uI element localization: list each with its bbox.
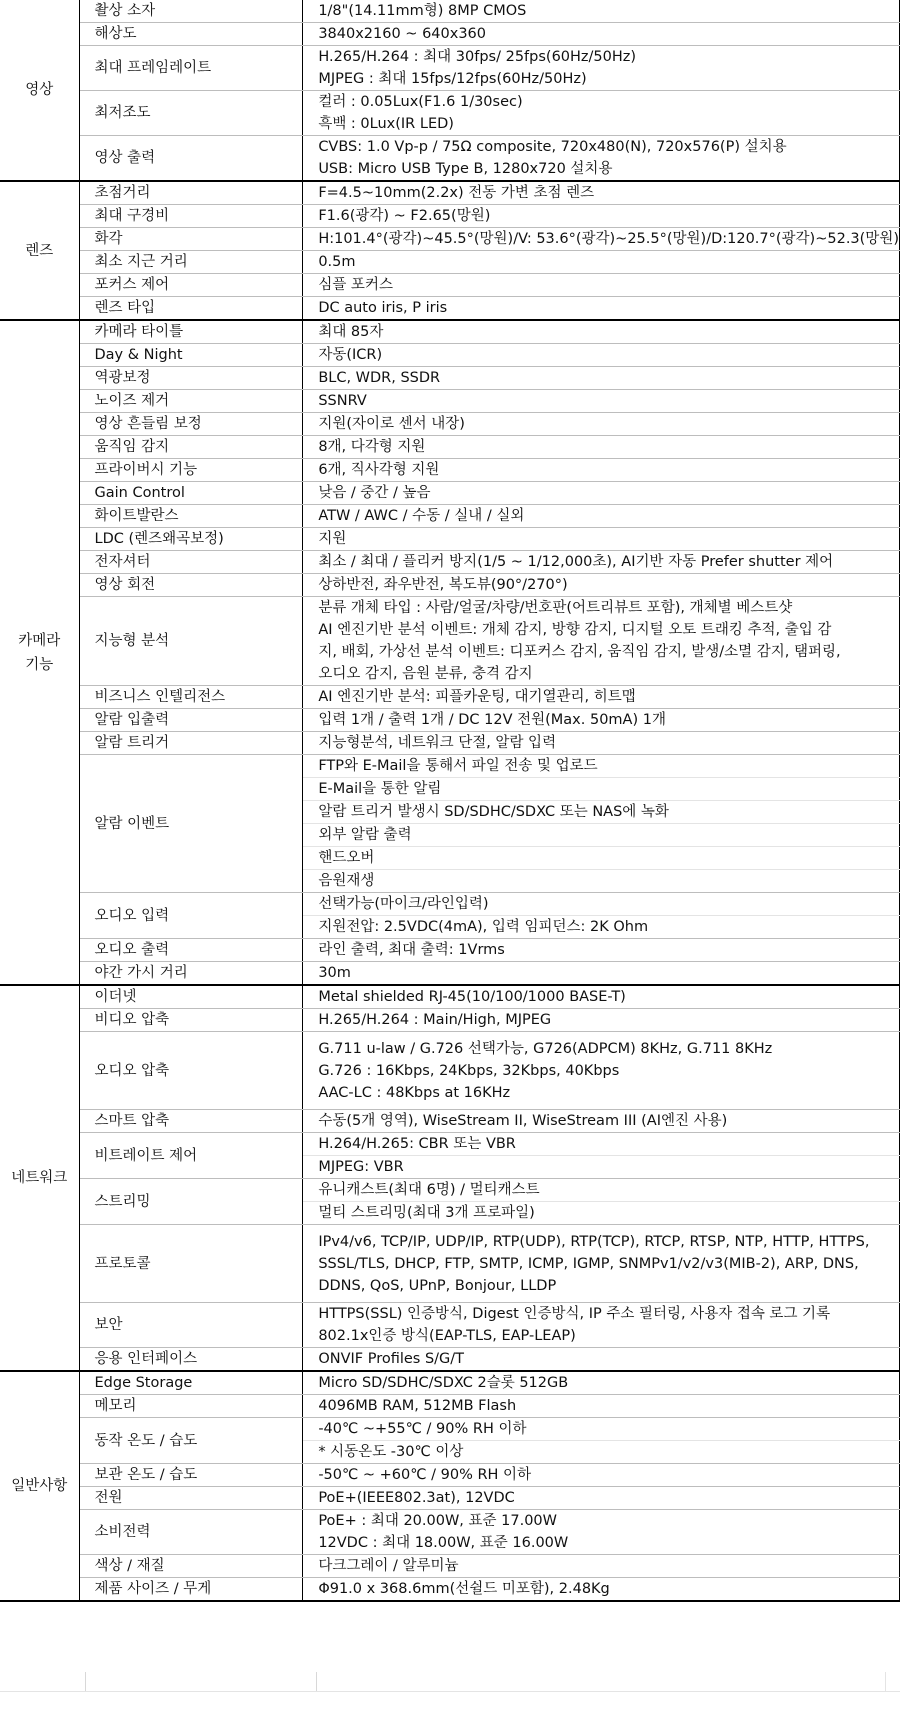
spec-value-line: Metal shielded RJ-45(10/100/1000 BASE-T) — [318, 989, 626, 1005]
spec-value-line: 심플 포커스 — [318, 277, 393, 293]
spec-row — [0, 1395, 900, 1418]
spec-value — [303, 297, 900, 321]
spec-row — [0, 459, 900, 482]
spec-value-line: 지원 — [318, 531, 347, 547]
spec-value: 지원전압: 2.5VDC(4mA), 입력 임피던스: 2K Ohm — [303, 916, 900, 939]
spec-value-line: 30m — [318, 965, 351, 981]
spec-label: 최대 프레임레이트 — [79, 46, 303, 91]
section-category — [0, 0, 79, 181]
spec-label: 오디오 출력 — [79, 939, 303, 962]
spec-label: 응용 인터페이스 — [79, 1348, 303, 1372]
spec-value-line: 오디오 감지, 음원 분류, 충격 감지 — [318, 666, 533, 682]
spec-row — [0, 413, 900, 436]
spec-value-line: ONVIF Profiles S/G/T — [318, 1351, 465, 1367]
spec-value: MJPEG: VBR — [303, 1156, 900, 1179]
spec-value-line: Micro SD/SDHC/SDXC 2슬롯 512GB — [318, 1375, 569, 1391]
spec-row — [0, 482, 900, 505]
spec-value-line: 낮음 / 중간 / 높음 — [318, 485, 431, 501]
spec-value: FTP와 E-Mail을 통해서 파일 전송 및 업로드 — [303, 755, 900, 778]
spec-value — [303, 1032, 900, 1110]
spec-value — [303, 1225, 900, 1303]
spec-value-line: H:101.4°(광각)~45.5°(망원)/V: 53.6°(광각)~25.5°(망원)/D:120.7°(광각)~52.3(망원) — [318, 231, 899, 247]
spec-row — [0, 709, 900, 732]
spec-value — [303, 574, 900, 597]
spec-value-line: 최대 85자 — [318, 324, 384, 340]
spec-value — [303, 505, 900, 528]
spec-row — [0, 91, 900, 136]
spec-row — [0, 367, 900, 390]
spec-value: 멀티 스트리밍(최대 3개 프로파일) — [303, 1202, 900, 1225]
spec-value — [303, 1009, 900, 1032]
spec-label: LDC (렌즈왜곡보정) — [79, 528, 303, 551]
spec-row — [0, 251, 900, 274]
spec-value — [303, 686, 900, 709]
spec-value — [303, 985, 900, 1009]
section-category-label: 네트워크 — [11, 1170, 68, 1186]
spec-value-line: AI 엔진기반 분석: 피플카운팅, 대기열관리, 히트맵 — [318, 689, 636, 705]
spec-value — [303, 709, 900, 732]
spec-value — [303, 390, 900, 413]
spec-label: 해상도 — [79, 23, 303, 46]
spec-label: 화각 — [79, 228, 303, 251]
section-category-label: 카메라 — [18, 632, 61, 649]
spec-value-line: H.265/H.264 : Main/High, MJPEG — [318, 1012, 552, 1028]
spec-value — [303, 413, 900, 436]
spec-value — [303, 136, 900, 182]
spec-value-line: 다크그레이 / 알루미늄 — [318, 1558, 459, 1574]
spec-row — [0, 344, 900, 367]
spec-value-line: 802.1x인증 방식(EAP-TLS, EAP-LEAP) — [318, 1328, 576, 1344]
spec-label: Gain Control — [79, 482, 303, 505]
spec-value-line: BLC, WDR, SSDR — [318, 370, 441, 386]
spec-label: 이더넷 — [79, 985, 303, 1009]
spec-value: * 시동온도 -30℃ 이상 — [303, 1441, 900, 1464]
spec-label: 오디오 입력 — [79, 893, 303, 939]
spec-row — [0, 228, 900, 251]
spec-value: 외부 알람 출력 — [303, 824, 900, 847]
spec-value — [303, 597, 900, 686]
spec-value-line: G.726 : 16Kbps, 24Kbps, 32Kbps, 40Kbps — [318, 1062, 620, 1079]
spec-row — [0, 1225, 900, 1303]
spec-value-line: 6개, 직사각형 지원 — [318, 462, 440, 478]
spec-value-line: SSSL/TLS, DHCP, FTP, SMTP, ICMP, IGMP, SNMPv1/v2/v3(MIB-2), ARP, DNS, — [318, 1255, 859, 1272]
spec-label: 최소 지근 거리 — [79, 251, 303, 274]
spec-value: -40℃ ~+55℃ / 90% RH 이하 — [303, 1418, 900, 1441]
section-category — [0, 1371, 79, 1601]
spec-value-line: 1/8"(14.11mm형) 8MP CMOS — [318, 3, 527, 19]
spec-value-line: DDNS, QoS, UPnP, Bonjour, LLDP — [318, 1277, 557, 1294]
spec-value-line: AAC-LC : 48Kbps at 16KHz — [318, 1084, 511, 1101]
spec-row — [0, 1179, 900, 1202]
spec-row — [0, 1418, 900, 1441]
spec-row — [0, 1009, 900, 1032]
spec-row — [0, 1510, 900, 1555]
spec-value-line: 3840x2160 ~ 640x360 — [318, 26, 486, 42]
spec-row — [0, 274, 900, 297]
spec-value — [303, 528, 900, 551]
spec-row — [0, 46, 900, 91]
spec-value — [303, 23, 900, 46]
spec-value — [303, 1555, 900, 1578]
spec-value-line: SSNRV — [318, 393, 367, 409]
spec-value — [303, 228, 900, 251]
spec-value — [303, 344, 900, 367]
spec-label: 스마트 압축 — [79, 1110, 303, 1133]
spec-value-line: 흑백 : 0Lux(IR LED) — [318, 116, 454, 132]
spec-value-line: CVBS: 1.0 Vp-p / 75Ω composite, 720x480(N), 720x576(P) 설치용 — [318, 139, 787, 155]
spec-value-line: PoE+ : 최대 20.00W, 표준 17.00W — [318, 1513, 557, 1529]
spec-label: 보안 — [79, 1303, 303, 1348]
spec-value-line: AI 엔진기반 분석 이벤트: 개체 감지, 방향 감지, 디지털 오토 트래킹 추적, 출입 감 — [318, 622, 832, 638]
spec-value — [303, 1395, 900, 1418]
spec-value — [303, 1348, 900, 1372]
spec-label: 알람 이벤트 — [79, 755, 303, 893]
spec-row — [0, 755, 900, 778]
spec-label: 색상 / 재질 — [79, 1555, 303, 1578]
spec-label: 움직임 감지 — [79, 436, 303, 459]
spec-label: 소비전력 — [79, 1510, 303, 1555]
spec-label: 오디오 압축 — [79, 1032, 303, 1110]
spec-label: 야간 가시 거리 — [79, 962, 303, 986]
spec-value — [303, 459, 900, 482]
spec-value — [303, 367, 900, 390]
spec-label: 최대 구경비 — [79, 205, 303, 228]
spec-label: 프라이버시 기능 — [79, 459, 303, 482]
spec-value-line: 4096MB RAM, 512MB Flash — [318, 1398, 517, 1414]
spec-value — [303, 91, 900, 136]
spec-label: 초점거리 — [79, 181, 303, 205]
spec-row — [0, 505, 900, 528]
section-category-label: 일반사항 — [11, 1478, 68, 1494]
spec-label: 화이트발란스 — [79, 505, 303, 528]
spec-value-line: USB: Micro USB Type B, 1280x720 설치용 — [318, 161, 613, 177]
spec-row — [0, 181, 900, 205]
spec-row — [0, 732, 900, 755]
spec-row — [0, 1348, 900, 1372]
spec-value — [303, 939, 900, 962]
spec-row — [0, 1133, 900, 1156]
spec-label: 비디오 압축 — [79, 1009, 303, 1032]
spec-label: 전자셔터 — [79, 551, 303, 574]
spec-row — [0, 436, 900, 459]
spec-label: Day & Night — [79, 344, 303, 367]
spec-value — [303, 482, 900, 505]
spec-row — [0, 528, 900, 551]
spec-label: 스트리밍 — [79, 1179, 303, 1225]
spec-value-line: F1.6(광각) ~ F2.65(망원) — [318, 208, 491, 224]
spec-value — [303, 1578, 900, 1602]
spec-value-line: 12VDC : 최대 18.00W, 표준 16.00W — [318, 1535, 569, 1551]
spec-value-line: -50℃ ~ +60℃ / 90% RH 이하 — [318, 1467, 532, 1483]
spec-value-line: 지, 배회, 가상선 분석 이벤트: 디포커스 감지, 움직임 감지, 발생/소멸 감지, 탬퍼링, — [318, 644, 841, 660]
spec-row — [0, 1303, 900, 1348]
spec-label: Edge Storage — [79, 1371, 303, 1395]
section-category — [0, 320, 79, 985]
spec-value — [303, 1464, 900, 1487]
section-category-label: 렌즈 — [25, 242, 54, 259]
spec-value — [303, 46, 900, 91]
spec-row — [0, 1371, 900, 1395]
spec-row — [0, 893, 900, 916]
spec-label: 카메라 타이틀 — [79, 320, 303, 344]
spec-label: 영상 흔들림 보정 — [79, 413, 303, 436]
spec-label: 보관 온도 / 습도 — [79, 1464, 303, 1487]
spec-row — [0, 390, 900, 413]
spec-row — [0, 297, 900, 321]
spec-value-line: 수동(5개 영역), WiseStream II, WiseStream III (AI엔진 사용) — [318, 1113, 728, 1129]
spec-row — [0, 0, 900, 23]
spec-value-line: 입력 1개 / 출력 1개 / DC 12V 전원(Max. 50mA) 1개 — [318, 712, 666, 728]
section-category — [0, 181, 79, 320]
spec-value-line: H.265/H.264 : 최대 30fps/ 25fps(60Hz/50Hz) — [318, 49, 637, 65]
spec-label: 영상 출력 — [79, 136, 303, 182]
spec-value-line: DC auto iris, P iris — [318, 300, 448, 316]
spec-row — [0, 686, 900, 709]
spec-value — [303, 1510, 900, 1555]
spec-row — [0, 23, 900, 46]
spec-label: 메모리 — [79, 1395, 303, 1418]
spec-value-line: 0.5m — [318, 254, 356, 270]
spec-row — [0, 574, 900, 597]
spec-row — [0, 205, 900, 228]
spec-value — [303, 0, 900, 23]
spec-value: 알람 트리거 발생시 SD/SDHC/SDXC 또는 NAS에 녹화 — [303, 801, 900, 824]
spec-value — [303, 320, 900, 344]
spec-value-line: Φ91.0 x 368.6mm(선쉴드 미포함), 2.48Kg — [318, 1581, 610, 1597]
spec-label: 제품 사이즈 / 무게 — [79, 1578, 303, 1602]
spec-label: 최저조도 — [79, 91, 303, 136]
spec-label: 지능형 분석 — [79, 597, 303, 686]
spec-value-line: 라인 출력, 최대 출력: 1Vrms — [318, 942, 505, 958]
spec-row — [0, 1032, 900, 1110]
spec-value-line: HTTPS(SSL) 인증방식, Digest 인증방식, IP 주소 필터링, 사용자 접속 로그 기록 — [318, 1306, 831, 1322]
spec-row — [0, 985, 900, 1009]
spec-value-line: 자동(ICR) — [318, 347, 383, 363]
spec-value: 선택가능(마이크/라인입력) — [303, 893, 900, 916]
spec-value — [303, 181, 900, 205]
spec-value — [303, 1303, 900, 1348]
spec-value-line: 최소 / 최대 / 플리커 방지(1/5 ~ 1/12,000초), AI기반 자동 Prefer shutter 제어 — [318, 554, 834, 570]
spec-value-line: F=4.5~10mm(2.2x) 전동 가변 초점 렌즈 — [318, 185, 595, 201]
section-category-label: 기능 — [25, 656, 54, 673]
spec-label: 렌즈 타입 — [79, 297, 303, 321]
spec-value: H.264/H.265: CBR 또는 VBR — [303, 1133, 900, 1156]
spec-label: 전원 — [79, 1487, 303, 1510]
spec-value — [303, 251, 900, 274]
spec-row — [0, 962, 900, 986]
spec-row — [0, 1555, 900, 1578]
spec-value — [303, 732, 900, 755]
spec-row — [0, 551, 900, 574]
spec-value — [303, 551, 900, 574]
spec-value — [303, 274, 900, 297]
spec-value-line: PoE+(IEEE802.3at), 12VDC — [318, 1490, 515, 1506]
spec-label: 역광보정 — [79, 367, 303, 390]
spec-label: 동작 온도 / 습도 — [79, 1418, 303, 1464]
spec-label: 비즈니스 인텔리전스 — [79, 686, 303, 709]
spec-value-line: 지능형분석, 네트워크 단절, 알람 입력 — [318, 735, 557, 751]
spec-value — [303, 1371, 900, 1395]
spec-row — [0, 939, 900, 962]
spec-value-line: 컬러 : 0.05Lux(F1.6 1/30sec) — [318, 94, 523, 110]
spec-value — [303, 205, 900, 228]
spec-value-line: 분류 개체 타입 : 사람/얼굴/차량/번호판(어트리뷰트 포함), 개체별 베스트샷 — [318, 600, 793, 616]
spec-label: 비트레이트 제어 — [79, 1133, 303, 1179]
spec-row — [0, 136, 900, 182]
spec-value — [303, 436, 900, 459]
spec-row — [0, 1487, 900, 1510]
spec-row — [0, 597, 900, 686]
spec-value: E-Mail을 통한 알림 — [303, 778, 900, 801]
spec-row — [0, 320, 900, 344]
spec-value-line: ATW / AWC / 수동 / 실내 / 실외 — [318, 508, 525, 524]
spec-label: 노이즈 제거 — [79, 390, 303, 413]
empty-trailing-row — [0, 1672, 900, 1692]
spec-row — [0, 1464, 900, 1487]
spec-label: 포커스 제어 — [79, 274, 303, 297]
section-category-label: 영상 — [25, 82, 54, 98]
spec-value-line: MJPEG : 최대 15fps/12fps(60Hz/50Hz) — [318, 71, 587, 87]
spec-row — [0, 1110, 900, 1133]
spec-value-line: 8개, 다각형 지원 — [318, 439, 426, 455]
section-category — [0, 985, 79, 1371]
spec-value-line: IPv4/v6, TCP/IP, UDP/IP, RTP(UDP), RTP(TCP), RTCP, RTSP, NTP, HTTP, HTTPS, — [318, 1233, 870, 1250]
spec-value: 핸드오버 — [303, 847, 900, 870]
spec-label: 알람 트리거 — [79, 732, 303, 755]
spec-row — [0, 1578, 900, 1602]
spec-value-line: 상하반전, 좌우반전, 복도뷰(90°/270°) — [318, 577, 568, 593]
spec-label: 프로토콜 — [79, 1225, 303, 1303]
spec-value: 유니캐스트(최대 6명) / 멀티캐스트 — [303, 1179, 900, 1202]
spec-value — [303, 1110, 900, 1133]
spec-value-line: 지원(자이로 센서 내장) — [318, 416, 465, 432]
spec-value — [303, 1487, 900, 1510]
spec-value — [303, 962, 900, 986]
spec-value-line: G.711 u-law / G.726 선택가능, G726(ADPCM) 8KHz, G.711 8KHz — [318, 1040, 773, 1057]
spec-label: 촬상 소자 — [79, 0, 303, 23]
spec-label: 알람 입출력 — [79, 709, 303, 732]
spec-value: 음원재생 — [303, 870, 900, 893]
spec-label: 영상 회전 — [79, 574, 303, 597]
